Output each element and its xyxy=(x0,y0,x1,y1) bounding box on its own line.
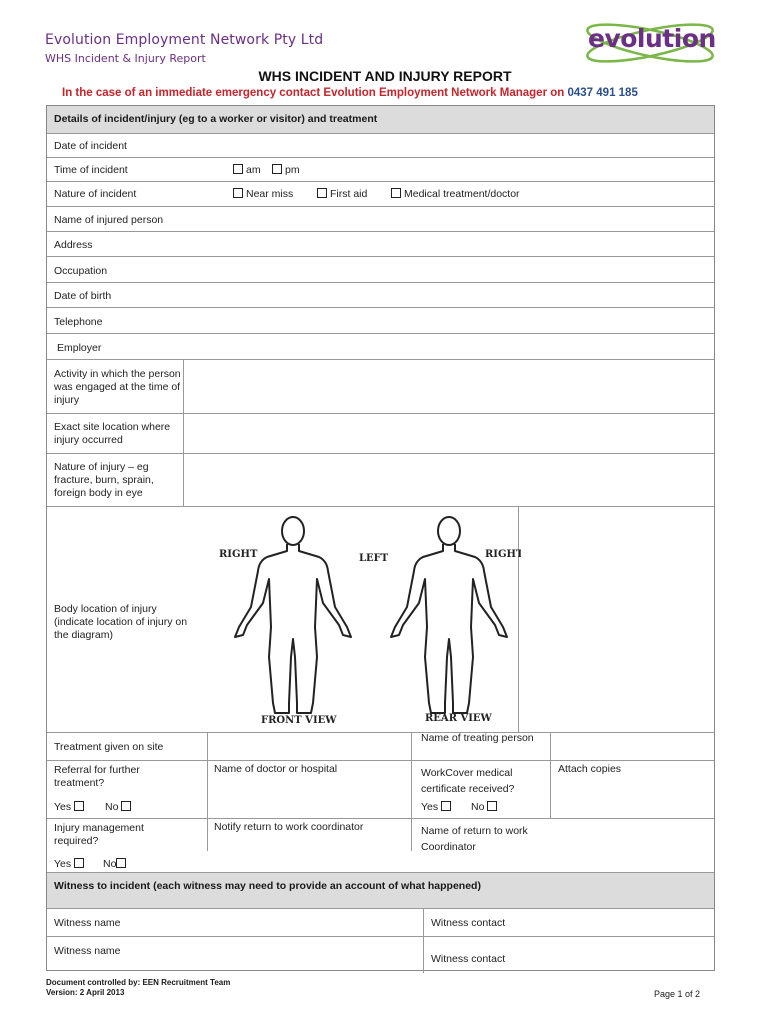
am-option[interactable] xyxy=(233,164,261,176)
diagram-front-view-label: FRONT VIEW xyxy=(261,715,337,726)
injury-mgmt-no-checkbox[interactable] xyxy=(116,858,126,868)
workcover-yes-checkbox[interactable] xyxy=(441,801,451,811)
row-witness-2 xyxy=(47,936,714,972)
body-diagram[interactable] xyxy=(203,507,521,733)
row-body-location xyxy=(47,506,714,732)
injury-mgmt-yes-label: Yes xyxy=(54,858,72,870)
first-aid-label: First aid xyxy=(330,188,368,200)
referral-no-option[interactable] xyxy=(105,801,134,813)
emergency-notice xyxy=(62,87,638,99)
witness-name-2-label: Witness name xyxy=(54,945,121,957)
medical-treatment-option[interactable] xyxy=(391,188,520,200)
row-nature-of-incident xyxy=(47,181,714,206)
column-divider xyxy=(183,360,184,414)
row-referral xyxy=(47,760,714,818)
front-view-figure xyxy=(235,517,351,713)
page-number: Page 1 of 2 xyxy=(653,989,700,999)
report-subtitle: WHS Incident & Injury Report xyxy=(45,52,206,65)
date-of-incident-label: Date of incident xyxy=(54,140,127,152)
am-label: am xyxy=(246,164,261,176)
injury-mgmt-yes-checkbox[interactable] xyxy=(74,858,84,868)
section-heading-text: Details of incident/injury (eg to a worker or visitor) and treatment xyxy=(54,113,378,125)
am-checkbox[interactable] xyxy=(233,164,243,174)
column-divider xyxy=(411,819,412,851)
row-time-of-incident xyxy=(47,157,714,181)
company-name: Evolution Employment Network Pty Ltd xyxy=(45,32,324,48)
address-label: Address xyxy=(54,239,93,251)
witness-heading-text: Witness to incident (each witness may need to provide an account of what happened) xyxy=(54,880,481,892)
telephone-label: Telephone xyxy=(54,316,103,328)
name-injured-label: Name of injured person xyxy=(54,214,164,226)
treatment-given-label: Treatment given on site xyxy=(54,741,164,753)
row-date-of-incident[interactable] xyxy=(47,133,714,157)
pm-option[interactable] xyxy=(272,164,300,176)
doctor-hospital-label: Name of doctor or hospital xyxy=(214,763,338,775)
rear-view-figure xyxy=(391,517,507,713)
page-title: WHS INCIDENT AND INJURY REPORT xyxy=(258,68,512,84)
witness-contact-2-label: Witness contact xyxy=(431,953,506,965)
incident-form xyxy=(46,105,715,971)
human-body-figure-icon xyxy=(203,507,521,733)
column-divider xyxy=(411,733,412,761)
row-activity xyxy=(47,359,714,413)
column-divider xyxy=(411,761,412,819)
column-divider xyxy=(423,937,424,973)
workcover-yes-label: Yes xyxy=(421,801,439,813)
column-divider xyxy=(207,819,208,851)
time-of-incident-label: Time of incident xyxy=(54,164,128,176)
row-injury-management xyxy=(47,818,714,872)
column-divider xyxy=(207,761,208,819)
near-miss-label: Near miss xyxy=(246,188,294,200)
nature-of-injury-label: Nature of injury – eg fracture, burn, sprain, foreign body in eye xyxy=(54,461,154,499)
workcover-no-label: No xyxy=(471,801,485,813)
version-text: Version: 2 April 2013 xyxy=(46,988,125,997)
pm-label: pm xyxy=(285,164,300,176)
row-telephone[interactable] xyxy=(47,307,714,333)
column-divider xyxy=(550,761,551,819)
emergency-text: In the case of an immediate emergency contact Evolution Employment Network Manager on xyxy=(62,87,565,99)
column-divider xyxy=(183,414,184,454)
controlled-by-text: Document controlled by: EEN Recruitment Team xyxy=(46,978,231,987)
referral-label: Referral for further treatment? xyxy=(54,764,140,789)
row-employer[interactable] xyxy=(47,333,714,359)
row-site-location xyxy=(47,413,714,453)
workcover-no-option[interactable] xyxy=(471,801,500,813)
row-name-injured[interactable] xyxy=(47,206,714,231)
near-miss-option[interactable] xyxy=(233,188,293,200)
diagram-rear-view-label: REAR VIEW xyxy=(425,713,492,724)
pm-checkbox[interactable] xyxy=(272,164,282,174)
notify-return-label: Notify return to work coordinator xyxy=(214,821,364,833)
occupation-label: Occupation xyxy=(54,265,108,277)
row-nature-of-injury xyxy=(47,453,714,506)
employer-label: Employer xyxy=(57,342,102,354)
date-of-birth-label: Date of birth xyxy=(54,290,112,302)
injury-mgmt-yes-option[interactable] xyxy=(54,858,87,870)
row-date-of-birth[interactable] xyxy=(47,282,714,307)
diagram-right-rear-label: RIGHT xyxy=(485,549,521,560)
injury-mgmt-no-option[interactable] xyxy=(103,858,129,870)
section-heading-witness xyxy=(47,872,714,908)
column-divider xyxy=(423,909,424,937)
nature-of-incident-label: Nature of incident xyxy=(54,188,137,200)
workcover-label: WorkCover medical certificate received? xyxy=(421,767,515,795)
section-heading-details xyxy=(47,106,714,133)
row-occupation[interactable] xyxy=(47,256,714,282)
injury-management-label: Injury management required? xyxy=(54,822,144,847)
document-control-footer xyxy=(46,978,230,998)
witness-contact-1-label: Witness contact xyxy=(431,917,506,929)
referral-yes-label: Yes xyxy=(54,801,72,813)
activity-label: Activity in which the person was engaged at the time of injury xyxy=(54,368,181,406)
referral-yes-option[interactable] xyxy=(54,801,87,813)
attach-copies-label: Attach copies xyxy=(558,763,622,775)
column-divider xyxy=(550,733,551,761)
rtw-coordinator-label: Name of return to work Coordinator xyxy=(421,825,528,853)
logo-text: evolution xyxy=(588,24,716,53)
medical-treatment-checkbox[interactable] xyxy=(391,188,401,198)
injury-mgmt-no-label: No xyxy=(103,858,117,870)
referral-no-checkbox[interactable] xyxy=(121,801,131,811)
referral-no-label: No xyxy=(105,801,119,813)
diagram-left-label: LEFT xyxy=(359,553,389,564)
workcover-yes-option[interactable] xyxy=(421,801,454,813)
body-location-label: Body location of injury (indicate location of injury on the diagram) xyxy=(54,603,188,641)
witness-name-1-label: Witness name xyxy=(54,917,121,929)
column-divider xyxy=(207,733,208,761)
name-treating-label: Name of treating person xyxy=(421,732,534,744)
workcover-no-checkbox[interactable] xyxy=(487,801,497,811)
referral-yes-checkbox[interactable] xyxy=(74,801,84,811)
first-aid-option[interactable] xyxy=(317,188,367,200)
near-miss-checkbox[interactable] xyxy=(233,188,243,198)
column-divider xyxy=(183,454,184,507)
medical-treatment-label: Medical treatment/doctor xyxy=(404,188,520,200)
first-aid-checkbox[interactable] xyxy=(317,188,327,198)
row-witness-1 xyxy=(47,908,714,936)
emergency-phone: 0437 491 185 xyxy=(567,87,638,99)
diagram-right-front-label: RIGHT xyxy=(219,549,258,560)
site-location-label: Exact site location where injury occurred xyxy=(54,421,171,446)
row-address[interactable] xyxy=(47,231,714,256)
row-treatment xyxy=(47,732,714,760)
